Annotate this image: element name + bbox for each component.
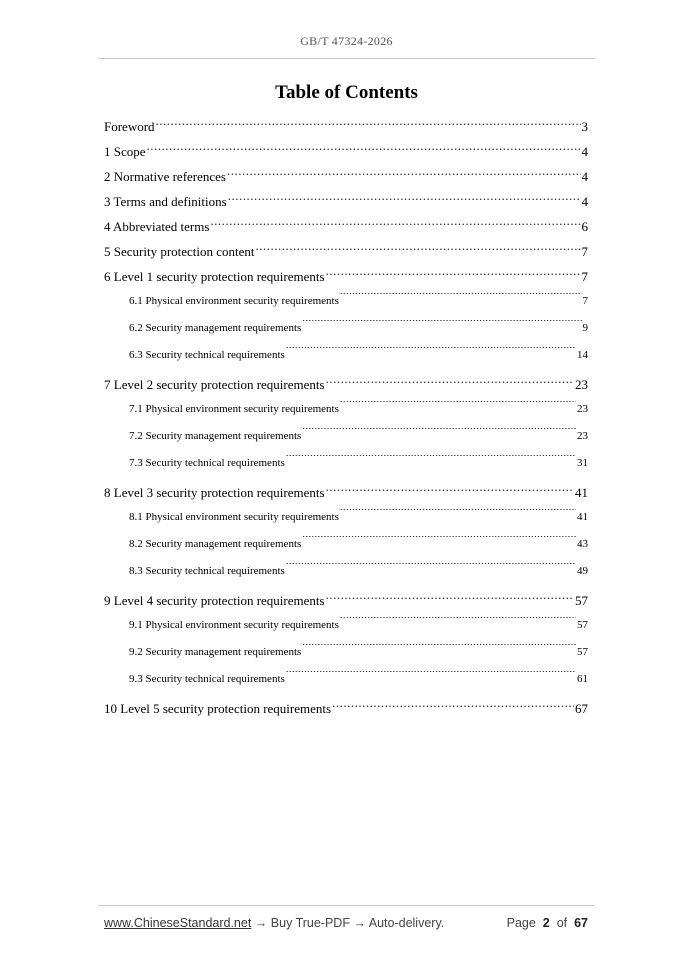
toc-entry-page: 3 [581,119,588,134]
toc-entry-label: Foreword [104,119,155,134]
toc-leader-dots [286,455,576,466]
toc-leader-dots [156,118,581,131]
toc-entry-page: 7 [582,295,588,307]
toc-subentry[interactable] [104,612,588,639]
toc-leader-dots [227,168,581,181]
toc-leader-dots [302,320,581,331]
toc-subentry[interactable] [104,315,588,342]
toc-subentry[interactable] [104,396,588,423]
toc-subentry[interactable] [104,342,588,369]
toc-entry-page: 67 [575,701,588,716]
toc-leader-dots [340,509,576,520]
toc-entry-page: 23 [577,403,588,415]
toc-leader-dots [326,376,574,389]
toc-entry-page: 57 [577,646,588,658]
toc-leader-dots [340,617,576,628]
toc-entry-page: 49 [577,565,588,577]
toc-entry-label: 7.3 Security technical requirements [129,457,285,469]
toc-entry-label: 10 Level 5 security protection requirements [104,701,332,716]
toc-entry-page: 43 [577,538,588,550]
running-header: GB/T 47324-2026 [300,34,393,48]
toc-leader-dots [147,143,581,156]
toc-entry-label: 6 Level 1 security protection requirements [104,269,325,284]
toc-list [104,114,588,721]
toc-entry-label: 6.1 Physical environment security requirements [129,295,339,307]
toc-entry-page: 61 [577,673,588,685]
toc-entry[interactable] [104,480,588,505]
toc-entry-page: 9 [582,322,588,334]
toc-leader-dots [256,243,581,256]
toc-entry[interactable] [104,588,588,613]
toc-entry-page: 41 [577,511,588,523]
footer [104,916,588,930]
toc-leader-dots [326,268,581,281]
toc-subentry[interactable] [104,639,588,666]
toc-entry-label: 9.1 Physical environment security requirements [129,619,339,631]
toc-entry-page: 57 [577,619,588,631]
toc-entry-label: 6.3 Security technical requirements [129,349,285,361]
toc-entry[interactable] [104,164,588,189]
toc-entry-label: 9 Level 4 security protection requirements [104,593,325,608]
toc-entry-label: 5 Security protection content [104,244,255,259]
toc-entry-page: 14 [577,349,588,361]
toc-entry-page: 23 [577,430,588,442]
delivery-text: Auto-delivery. [368,916,445,930]
footer-promo [104,916,444,930]
toc-leader-dots [286,671,576,682]
toc-entry-page: 7 [581,269,588,284]
toc-leader-dots [340,401,576,412]
toc-leader-dots [302,428,576,439]
toc-entry-label: 8.2 Security management requirements [129,538,302,550]
toc-entry-label: 7.1 Physical environment security requirements [129,403,339,415]
arrow-right-icon: → [353,916,366,930]
current-page-number: 2 [542,916,550,930]
toc-entry-label: 2 Normative references [104,169,226,184]
toc-entry-page: 6 [581,219,588,234]
toc-entry-page: 31 [577,457,588,469]
toc-entry-page: 41 [575,485,588,500]
toc-entry-page: 57 [575,593,588,608]
toc-leader-dots [228,193,581,206]
toc-subentry[interactable] [104,558,588,585]
toc-leader-dots [326,592,574,605]
toc-subentry[interactable] [104,531,588,558]
buy-text: Buy True-PDF [270,916,350,930]
toc-entry-label: 8 Level 3 security protection requirements [104,485,325,500]
toc-entry[interactable] [104,214,588,239]
toc-entry[interactable] [104,139,588,164]
toc-entry-label: 7 Level 2 security protection requirements [104,377,325,392]
toc-entry-label: 8.3 Security technical requirements [129,565,285,577]
toc-entry-page: 7 [581,244,588,259]
toc-subentry[interactable] [104,423,588,450]
toc-entry[interactable] [104,372,588,397]
footer-divider [98,905,595,906]
site-link[interactable]: www.ChineseStandard.net [104,916,252,930]
toc-leader-dots [210,218,580,231]
toc-leader-dots [326,484,574,497]
total-pages: 67 [574,916,588,930]
toc-leader-dots [286,347,576,358]
toc-leader-dots [286,563,576,574]
toc-entry-page: 23 [575,377,588,392]
page-of: of [556,916,568,930]
toc-entry-label: 9.2 Security management requirements [129,646,302,658]
toc-entry[interactable] [104,264,588,289]
toc-subentry[interactable] [104,288,588,315]
page-counter [507,916,588,930]
toc-entry-page: 4 [581,144,588,159]
toc-entry-page: 4 [581,194,588,209]
toc-subentry[interactable] [104,666,588,693]
toc-subentry[interactable] [104,450,588,477]
toc-entry[interactable] [104,239,588,264]
toc-entry-label: 7.2 Security management requirements [129,430,302,442]
page-prefix: Page [506,916,536,930]
toc-title: Table of Contents [275,82,418,103]
arrow-right-icon: → [254,916,268,930]
toc-entry[interactable] [104,189,588,214]
toc-leader-dots [302,644,576,655]
toc-entry-page: 4 [581,169,588,184]
toc-entry-label: 1 Scope [104,144,146,159]
toc-entry-label: 4 Abbreviated terms [104,219,210,234]
toc-leader-dots [302,536,576,547]
toc-entry-label: 6.2 Security management requirements [129,322,302,334]
toc-subentry[interactable] [104,504,588,531]
toc-leader-dots [332,700,574,713]
toc-leader-dots [340,293,582,304]
toc-entry[interactable] [104,696,588,721]
toc-entry-label: 8.1 Physical environment security requirements [129,511,339,523]
toc-entry-label: 3 Terms and definitions [104,194,227,209]
toc-entry-label: 9.3 Security technical requirements [129,673,285,685]
header-divider [98,58,595,59]
toc-entry[interactable] [104,114,588,139]
